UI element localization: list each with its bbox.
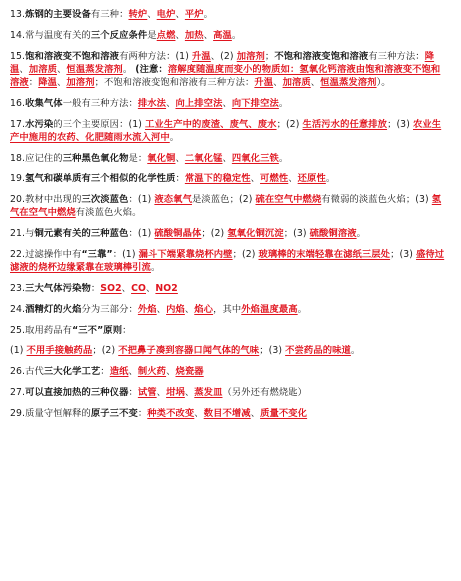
body-text: 、 — [222, 97, 232, 109]
answer-text: 向下排空法 — [231, 97, 279, 109]
answer-text: 转炉 — [128, 9, 148, 20]
keyword-text: 不饱和溶液变饱和溶液 — [274, 50, 369, 62]
body-text: ；(3) — [283, 228, 310, 240]
body-text: 、 — [250, 173, 261, 185]
body-text: 。 — [150, 262, 161, 274]
answer-text: 四氧化三铁 — [231, 152, 279, 164]
body-text: 18.应记住的 — [10, 152, 63, 164]
body-text: 是： — [128, 152, 148, 164]
answer-text: 质量不变化 — [260, 407, 308, 419]
body-text: 、 — [203, 29, 214, 41]
body-text: 。 — [169, 131, 180, 143]
body-text: 。 — [278, 152, 289, 164]
body-text: 、 — [166, 366, 176, 378]
body-text: 27. — [10, 386, 26, 398]
answer-text: 漏斗下端紧靠烧杯内壁 — [138, 248, 233, 260]
body-text: 有微弱的淡蓝色火焰；(3) — [321, 194, 432, 206]
answer-text: 硫在空气中燃烧 — [255, 194, 322, 206]
answer-text: 还原性 — [297, 173, 326, 185]
answer-text: 高温 — [213, 29, 232, 41]
body-text: 16. — [10, 97, 26, 109]
answer-text: 生活污水的任意排放 — [302, 118, 388, 130]
body-text: 的三个主要原因：(1) — [53, 118, 145, 130]
body-text: ）。 — [376, 77, 391, 88]
body-text: 14.常与温度有关的 — [10, 29, 91, 41]
body-text: 13. — [10, 9, 26, 20]
keyword-text: 炼钢的主要设备 — [25, 9, 91, 20]
body-text: ；(3) — [390, 248, 416, 260]
answer-text: 加溶质 — [282, 77, 311, 88]
body-text: 、(2) — [210, 50, 237, 62]
body-text: 17. — [10, 118, 26, 130]
list-item — [10, 29, 449, 42]
answer-text: 加热 — [184, 29, 204, 41]
answer-text: 降温 — [38, 77, 57, 88]
body-text: 。 — [356, 228, 367, 240]
body-text: ： — [128, 386, 138, 398]
body-text: 。 — [122, 63, 136, 75]
body-text: 。 — [325, 173, 336, 185]
body-text: 25.取用药品有 — [10, 324, 73, 336]
answer-text: 内焰 — [166, 303, 185, 315]
answer-text: 盛待过滤液的烧杯边缘紧靠在玻璃棒引流 — [10, 248, 445, 274]
body-text: 是 — [147, 29, 157, 41]
body-text: 、 — [273, 77, 283, 88]
answer-text: 加溶质 — [28, 63, 58, 75]
answer-text: 烧瓷器 — [175, 366, 204, 378]
body-text: 、 — [184, 386, 195, 398]
body-text: 、 — [250, 407, 261, 419]
body-text: (1) — [10, 345, 27, 357]
keyword-text: 三个反应条件 — [90, 29, 148, 41]
body-text: 、 — [57, 77, 67, 88]
list-item — [10, 248, 449, 274]
keyword-text: (注意： — [135, 63, 168, 75]
body-text: 。 — [297, 303, 308, 315]
answer-text: 制火药 — [137, 366, 167, 378]
body-text: ： — [175, 173, 185, 185]
list-item — [10, 303, 449, 316]
list-item — [10, 152, 449, 165]
answer-text: 数目不增减 — [203, 407, 251, 419]
answer-text: 加溶剂 — [66, 77, 95, 88]
answer-text: 电炉 — [156, 9, 176, 20]
keyword-text: “三靠” — [81, 248, 113, 260]
answer-text: 恒温蒸发溶剂 — [66, 63, 123, 75]
body-text: 、 — [166, 97, 176, 109]
list-item — [10, 8, 449, 21]
body-text: ；(3) — [387, 118, 413, 130]
answer-text: 玻璃棒的末端轻靠在滤纸三层处 — [258, 248, 391, 260]
keyword-text: 氢气和碳单质有三个相似的化学性质 — [25, 173, 176, 185]
body-text: 、 — [19, 63, 29, 75]
answer-text: 溶解度随温度而变小的物质如：氢氧化钙溶液由饱和溶液变不饱和溶液 — [10, 63, 441, 88]
body-text: ，其中 — [213, 303, 242, 315]
answer-text: 向上排空法 — [175, 97, 223, 109]
body-text: ： — [137, 407, 148, 419]
answer-text: 不尝药品的味道 — [285, 345, 351, 357]
body-text: 、 — [175, 9, 185, 20]
body-text: 。 — [231, 29, 242, 41]
body-text: 分为三部分： — [81, 303, 138, 315]
keyword-text: 原子三不变 — [90, 407, 138, 419]
keyword-text: 可以直接加热的三种仪器 — [25, 386, 129, 398]
answer-text: 外焰温度最高 — [241, 303, 298, 315]
body-text: 、 — [57, 63, 67, 75]
list-item — [10, 97, 449, 110]
keyword-text: 三大化学工艺 — [43, 366, 101, 378]
body-text: 、 — [121, 282, 132, 294]
knowledge-list — [10, 8, 449, 420]
body-text: 、 — [194, 407, 204, 419]
answer-text: NO2 — [155, 282, 178, 294]
answer-text: 液态氧气 — [154, 194, 192, 206]
list-item — [10, 365, 449, 378]
answer-text: SO2 — [100, 282, 122, 294]
answer-text: 氢氧化铜沉淀 — [227, 228, 284, 240]
body-text: 21.与 — [10, 228, 35, 240]
body-text: 、 — [310, 77, 321, 88]
list-item — [10, 344, 449, 357]
answer-text: 点燃 — [156, 29, 176, 41]
answer-text: 试管 — [137, 386, 157, 398]
body-text: ： — [100, 366, 110, 378]
body-text: 。 — [203, 9, 214, 20]
body-text: 。 — [278, 97, 289, 109]
answer-text: 加溶剂 — [236, 50, 265, 62]
body-text: ；(2) — [92, 345, 119, 357]
body-text: 、 — [175, 29, 185, 41]
body-text: 、 — [146, 282, 156, 294]
answer-text: 平炉 — [184, 9, 204, 20]
answer-text: 坩埚 — [166, 386, 185, 398]
body-text: 、 — [222, 152, 232, 164]
body-text: ：(1) — [128, 228, 155, 240]
answer-text: 恒温蒸发溶剂 — [320, 77, 377, 88]
answer-text: 蒸发皿 — [194, 386, 223, 398]
list-item — [10, 324, 449, 337]
answer-text: 二氧化锰 — [184, 152, 223, 164]
body-text: 、 — [288, 173, 298, 185]
body-text: 有两种方法：(1) — [119, 50, 192, 62]
answer-text: 降温 — [10, 50, 435, 75]
body-text: ： — [122, 324, 132, 336]
body-text: ； — [264, 50, 275, 62]
body-text: ：(1) — [128, 194, 155, 206]
body-text: ：(1) — [112, 248, 139, 260]
body-text: ；(2) — [201, 228, 228, 240]
body-text: ；(2) — [232, 248, 259, 260]
body-text: 、 — [128, 366, 138, 378]
body-text: 一般有三种方法： — [62, 97, 138, 109]
body-text: ；(3) — [259, 345, 286, 357]
answer-text: 氢气在空气中燃烧 — [10, 194, 442, 219]
answer-text: 不用手接触药品 — [26, 345, 93, 357]
answer-text: 氧化铜 — [147, 152, 176, 164]
body-text: ；不饱和溶液变饱和溶液有三种方法： — [94, 77, 255, 88]
answer-text: 排水法 — [137, 97, 167, 109]
list-item — [10, 193, 449, 219]
body-text: 、 — [156, 303, 167, 315]
keyword-text: 三次淡蓝色 — [81, 194, 129, 206]
answer-text: 升温 — [254, 77, 274, 88]
answer-text: 硫酸铜晶体 — [154, 228, 202, 240]
body-text: ；(2) — [276, 118, 303, 130]
list-item — [10, 282, 449, 295]
answer-text: 可燃性 — [260, 173, 289, 185]
answer-text: 焰心 — [194, 303, 214, 315]
answer-text: 硫酸铜溶液 — [309, 228, 357, 240]
answer-text: 种类不改变 — [147, 407, 195, 419]
answer-text: 升温 — [191, 50, 211, 62]
body-text: 22.过滤操作中有 — [10, 248, 82, 260]
keyword-text: 水污染 — [25, 118, 54, 130]
list-item — [10, 407, 449, 420]
answer-text: 常温下的稳定性 — [184, 173, 251, 185]
body-text: 15. — [10, 50, 26, 62]
body-text: 、 — [175, 152, 185, 164]
answer-text: CO — [131, 282, 146, 294]
body-text: 有淡蓝色火焰。 — [75, 207, 142, 219]
keyword-text: 三大气体污染物 — [25, 282, 91, 294]
list-item — [10, 172, 449, 185]
keyword-text: 铜元素有关的三种蓝色 — [34, 228, 129, 240]
list-item — [10, 50, 449, 90]
answer-text: 农业生产中施用的农药、化肥随雨水流入河中 — [10, 118, 442, 143]
keyword-text: 酒精灯的火焰 — [25, 303, 82, 315]
answer-text: 不把鼻子凑到容器口闻气体的气味 — [118, 345, 260, 357]
body-text: 19. — [10, 173, 26, 185]
body-text: （另外还有燃烧匙） — [222, 386, 308, 398]
body-text: 23. — [10, 282, 26, 294]
keyword-text: “三不”原则 — [72, 324, 123, 336]
body-text: 有三种方法： — [368, 50, 425, 62]
answer-text: 造纸 — [109, 366, 129, 378]
answer-text: 外焰 — [137, 303, 157, 315]
list-item — [10, 118, 449, 144]
answer-text: 工业生产中的废渣、废气、废水 — [145, 118, 277, 130]
list-item — [10, 386, 449, 399]
body-text: ： — [28, 77, 39, 88]
body-text: 有三种： — [90, 9, 129, 20]
keyword-text: 收集气体 — [25, 97, 63, 109]
body-text: 29.质量守恒解释的 — [10, 407, 91, 419]
body-text: 、 — [147, 9, 157, 20]
body-text: 26.古代 — [10, 366, 44, 378]
body-text: 20.教材中出现的 — [10, 194, 82, 206]
body-text: 。 — [350, 345, 361, 357]
body-text: ： — [90, 282, 101, 294]
list-item — [10, 227, 449, 240]
body-text: 24. — [10, 303, 26, 315]
body-text: 是淡蓝色；(2) — [191, 194, 256, 206]
keyword-text: 三种黑色氧化物 — [62, 152, 129, 164]
body-text: 、 — [156, 386, 167, 398]
body-text: 、 — [184, 303, 195, 315]
keyword-text: 饱和溶液变不饱和溶液 — [25, 50, 120, 62]
